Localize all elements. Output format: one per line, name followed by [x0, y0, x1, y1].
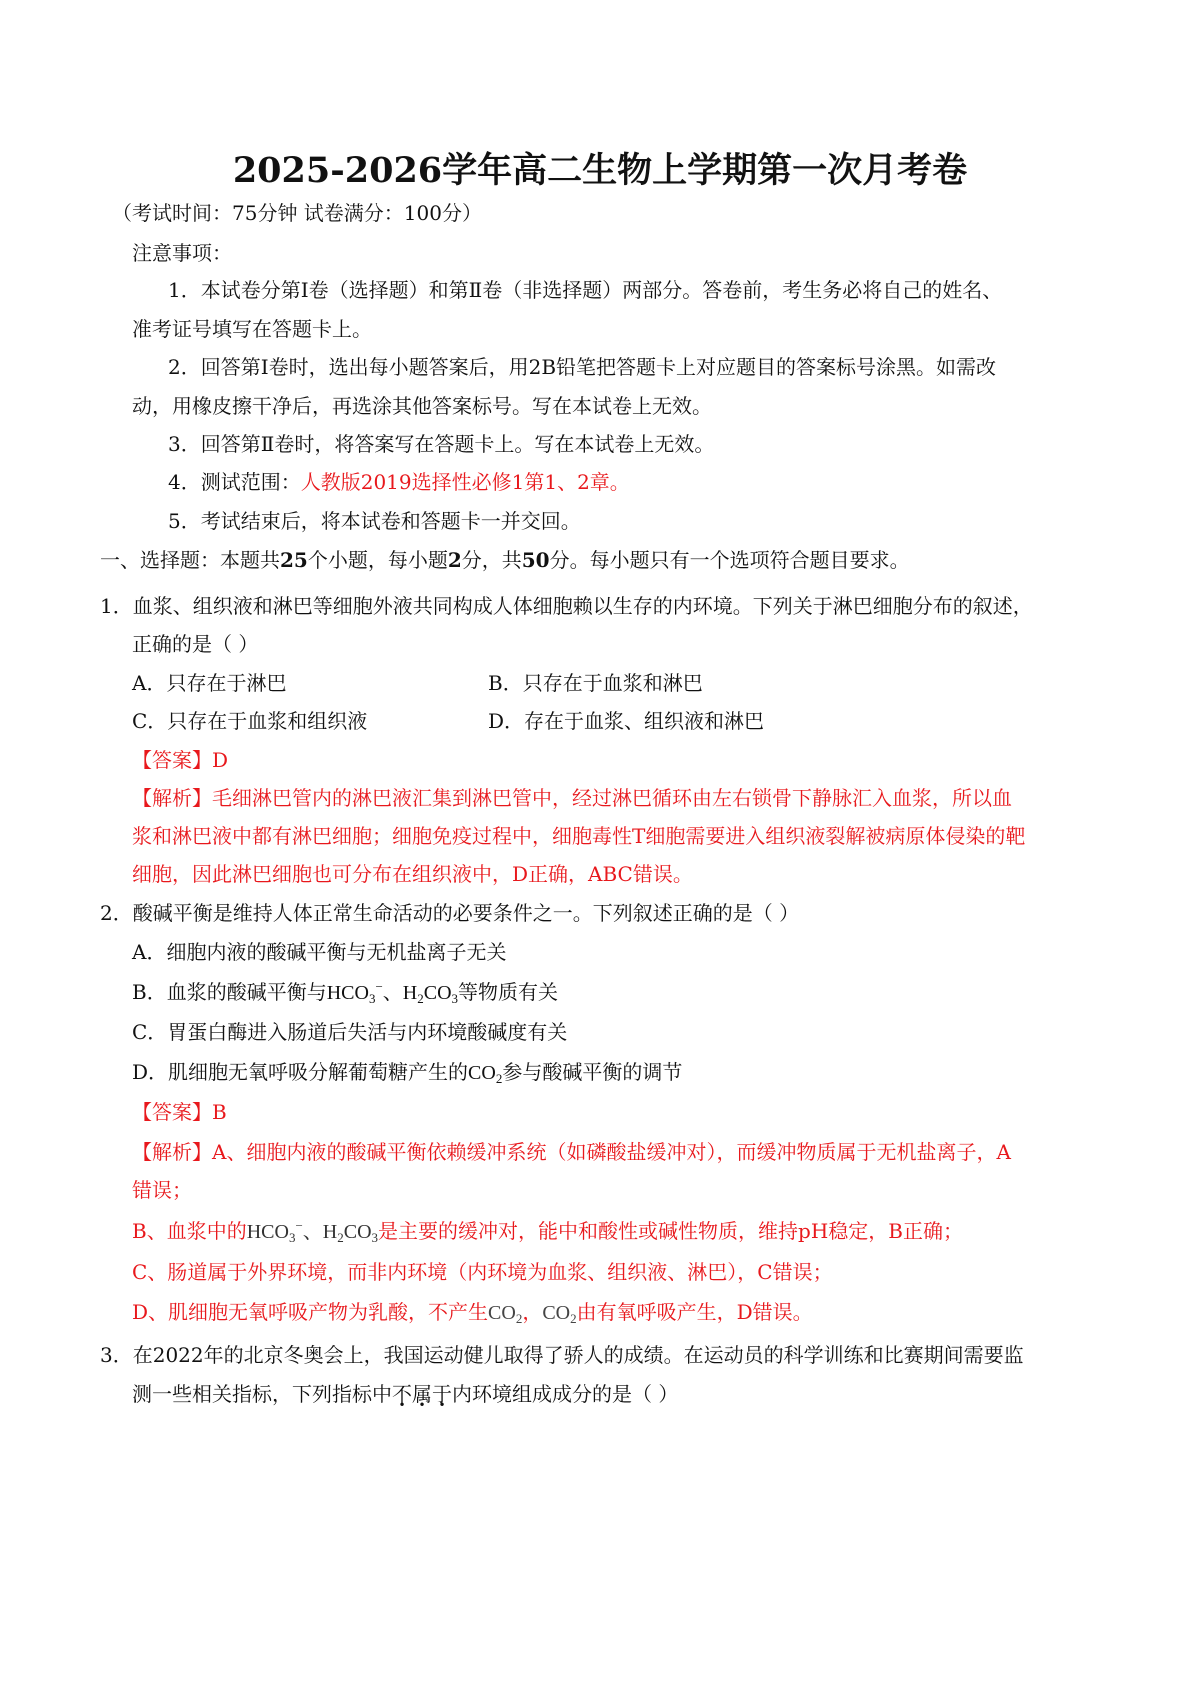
- notes-heading: 注意事项：: [132, 241, 232, 265]
- q1-stem-line-2: 正确的是（ ）: [132, 632, 259, 656]
- note-1-line-2: 准考证号填写在答题卡上。: [132, 317, 372, 341]
- q1-answer: 【答案】D: [132, 748, 229, 772]
- q2-option-a: A．细胞内液的酸碱平衡与无机盐离子无关: [132, 940, 507, 964]
- note-3: 3．回答第Ⅱ卷时，将答案写在答题卡上。写在本试卷上无效。: [168, 432, 715, 456]
- section-text-4: 分。每小题只有一个选项符合题目要求。: [549, 548, 910, 572]
- note-2-line-1: 2．回答第Ⅰ卷时，选出每小题答案后，用2B铅笔把答题卡上对应题目的答案标号涂黑。如需改: [168, 355, 997, 379]
- q2-option-d: [132, 1057, 682, 1088]
- separator: 、: [382, 980, 403, 1004]
- q3-stem-line-1: 3．在2022年的北京冬奥会上，我国运动健儿取得了骄人的成绩。在运动员的科学训练和比赛期间需要监: [100, 1343, 1024, 1367]
- q1-explanation-line-3: 细胞，因此淋巴细胞也可分布在组织液中，D正确，ABC错误。: [132, 862, 693, 886]
- note-5: 5．考试结束后，将本试卷和答题卡一并交回。: [168, 509, 581, 533]
- exam-info: （考试时间：75分钟 试卷满分：100分）: [112, 201, 482, 225]
- q3-stem-suffix: 内环境组成成分的是（ ）: [452, 1382, 679, 1406]
- q1-explanation-line-1: 【解析】毛细淋巴管内的淋巴液汇集到淋巴管中，经过淋巴循环由左右锁骨下静脉汇入血浆，所以血: [132, 786, 1012, 810]
- q2-explanation-d-prefix: D、肌细胞无氧呼吸产物为乳酸，不产生: [132, 1300, 489, 1324]
- q1-explanation-line-2: 浆和淋巴液中都有淋巴细胞；细胞免疫过程中，细胞毒性T细胞需要进入组织液裂解被病原体侵染的靶: [132, 824, 1026, 848]
- page-title: 2025-2026学年高二生物上学期第一次月考卷: [232, 150, 968, 191]
- formula-hco3: $HCO_3^-$: [326, 979, 383, 1006]
- q1-stem-line-1: 1．血浆、组织液和淋巴等细胞外液共同构成人体细胞赖以生存的内环境。下列关于淋巴细胞分布的叙述，: [100, 594, 1033, 618]
- q1-option-c: C．只存在于血浆和组织液: [132, 709, 368, 733]
- q2-option-b-suffix: 等物质有关: [458, 980, 559, 1004]
- separator: 、: [302, 1219, 323, 1243]
- q1-option-b: B．只存在于血浆和淋巴: [488, 671, 703, 695]
- q3-stem-line-2: [132, 1379, 678, 1409]
- q2-explanation-c: C、肠道属于外界环境，而非内环境（内环境为血浆、组织液、淋巴），C错误；: [132, 1260, 833, 1284]
- section-text-1: 一、选择题：本题共: [100, 548, 280, 572]
- q2-option-d-prefix: D．肌细胞无氧呼吸分解葡萄糖产生的: [132, 1060, 469, 1084]
- note-4-scope: 人教版2019选择性必修1第1、2章。: [300, 470, 630, 494]
- section-points-each: 2: [447, 548, 462, 572]
- formula-h2co3: $H_2CO_3$: [322, 1221, 379, 1245]
- q2-explanation-d-comma: ，: [522, 1300, 543, 1324]
- q3-emphasis: 不属于: [392, 1382, 452, 1406]
- q2-option-d-suffix: 参与酸碱平衡的调节: [502, 1060, 683, 1084]
- note-2-line-2: 动，用橡皮擦干净后，再选涂其他答案标号。写在本试卷上无效。: [132, 394, 712, 418]
- q1-option-a: A．只存在于淋巴: [132, 671, 287, 695]
- formula-co2: $CO_2$: [542, 1302, 577, 1326]
- q2-stem: 2．酸碱平衡是维持人体正常生命活动的必要条件之一。下列叙述正确的是（ ）: [100, 901, 800, 925]
- q2-explanation-d: [132, 1297, 813, 1328]
- q2-option-b: [132, 977, 558, 1008]
- q2-answer: 【答案】B: [132, 1100, 227, 1124]
- q1-option-d: D．存在于血浆、组织液和淋巴: [488, 709, 765, 733]
- q2-option-c: C．胃蛋白酶进入肠道后失活与内环境酸碱度有关: [132, 1020, 568, 1044]
- note-1-line-1: 1．本试卷分第Ⅰ卷（选择题）和第Ⅱ卷（非选择题）两部分。答卷前，考生务必将自己的姓名、: [168, 278, 1003, 302]
- formula-h2co3: $H_2CO_3$: [402, 982, 459, 1006]
- q3-stem-prefix: 测一些相关指标，下列指标中: [132, 1382, 392, 1406]
- section-text-3: 分，共: [461, 548, 522, 572]
- note-4: [168, 467, 630, 497]
- note-4-prefix: 4．测试范围：: [168, 470, 301, 494]
- q2-option-b-prefix: B．血浆的酸碱平衡与: [132, 980, 327, 1004]
- section-text-2: 个小题，每小题: [307, 548, 448, 572]
- section-count: 25: [280, 548, 308, 572]
- q2-explanation-a-line-1: 【解析】A、细胞内液的酸碱平衡依赖缓冲系统（如磷酸盐缓冲对），而缓冲物质属于无机盐离子，A: [132, 1140, 1011, 1164]
- formula-co2: $CO_2$: [468, 1062, 503, 1086]
- formula-hco3: $HCO_3^-$: [246, 1218, 303, 1245]
- formula-co2: $CO_2$: [488, 1302, 523, 1326]
- section-points-total: 50: [521, 548, 550, 572]
- q2-explanation-b-prefix: B、血浆中的: [132, 1219, 247, 1243]
- q2-explanation-a-line-2: 错误；: [132, 1178, 192, 1202]
- q2-explanation-b-suffix: 是主要的缓冲对，能中和酸性或碱性物质，维持pH稳定，B正确；: [378, 1219, 963, 1243]
- section-heading: [100, 545, 910, 575]
- q2-explanation-d-suffix: 由有氧呼吸产生，D错误。: [576, 1300, 813, 1324]
- q2-explanation-b: [132, 1216, 963, 1247]
